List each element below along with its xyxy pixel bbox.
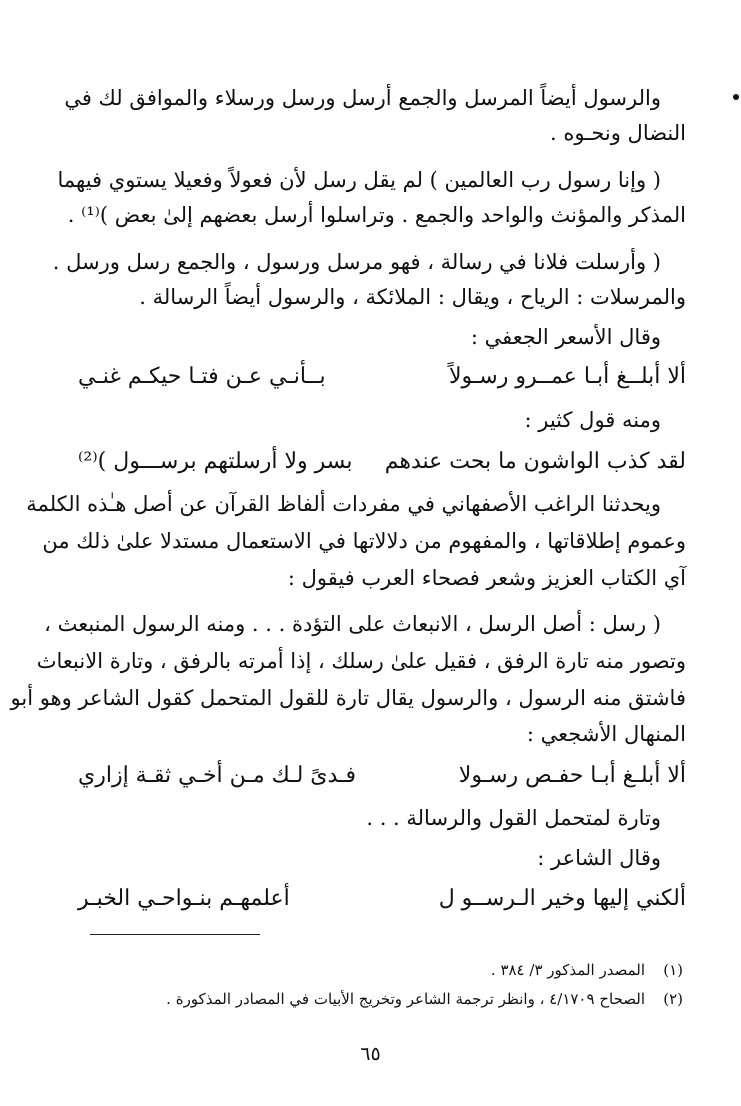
poem-verse xyxy=(78,878,686,920)
footnote-number: (٢) xyxy=(663,990,683,1008)
verse-first-hemistich: ألا أبلــغ أبـا عمــرو رسـولاً xyxy=(448,364,686,389)
text-line: المنهال الأشجعي : xyxy=(526,722,686,746)
poem-verse xyxy=(78,755,686,797)
footnote-separator xyxy=(90,934,260,935)
poem-verse xyxy=(78,441,686,483)
text-line: ( وإنا رسول رب العالمين ) لم يقل رسل لأن فعولاً وفعيلا يستوي فيهما xyxy=(57,168,661,192)
footnote-text: المصدر المذكور ٣/ ٣٨٤ . xyxy=(490,961,645,979)
text-line: وقال الأسعر الجعفي : xyxy=(470,325,661,349)
text-line: وتارة لمتحمل القول والرسالة . . . xyxy=(366,806,661,830)
margin-mark xyxy=(733,94,739,100)
footnote-text: الصحاح ٤/١٧٠٩ ، وانظر ترجمة الشاعر وتخريج الأبيات في المصادر المذكورة . xyxy=(166,990,645,1008)
text-line: والمرسلات : الرياح ، ويقال : الملائكة ، والرسول أيضاً الرسالة . xyxy=(139,285,686,309)
text-line: ومنه قول كثير : xyxy=(524,408,661,432)
text-line: ( رسل : أصل الرسل ، الانبعاث على التؤدة . . . ومنه الرسول المنبعث ، xyxy=(44,612,661,636)
footnote xyxy=(120,985,683,1013)
verse-first-hemistich: ألا أبلـغ أبـا حفـص رسـولا xyxy=(458,763,686,788)
verse-second-hemistich: بسر ولا أرسلتهم برســـول )⁽²⁾ xyxy=(78,449,353,474)
text-line: والرسول أيضاً المرسل والجمع أرسل ورسل ورسلاء والموافق لك في xyxy=(64,86,661,110)
verse-first-hemistich: لقد كذب الواشون ما بحت عندهم xyxy=(384,449,686,474)
verse-second-hemistich: بــأنـي عـن فتـا حيكـم غنـي xyxy=(78,364,326,389)
text-line: فاشتق منه الرسول ، والرسول يقال تارة للقول المتحمل كقول الشاعر وهو أبو xyxy=(10,686,686,710)
text-line: وعموم إطلاقاتها ، والمفهوم من دلالاتها في الاستعمال مستدلا علىٰ ذلك من xyxy=(42,529,686,553)
page-number: ٦٥ xyxy=(360,1043,381,1065)
text-line: ( وأرسلت فلانا في رسالة ، فهو مرسل ورسول ، والجمع رسل ورسل . xyxy=(52,250,661,274)
footnote xyxy=(120,956,683,984)
text-line: ويحدثنا الراغب الأصفهاني في مفردات ألفاظ القرآن عن أصل هـٰذه الكلمة xyxy=(26,492,661,516)
verse-second-hemistich: أعلمهـم بنـواحـي الخبـر xyxy=(78,886,290,911)
verse-first-hemistich: ألكني إليها وخير الـرســو ل xyxy=(438,886,686,911)
text-line: وقال الشاعر : xyxy=(537,846,661,870)
footnote-number: (١) xyxy=(663,961,683,979)
text-line: النضال ونحـوه . xyxy=(549,121,686,145)
poem-verse xyxy=(78,356,686,398)
text-line: وتصور منه تارة الرفق ، فقيل علىٰ رسلك ، إذا أمرته بالرفق ، وتارة الانبعاث xyxy=(36,649,686,673)
text-line: آي الكتاب العزيز وشعر فصحاء العرب فيقول : xyxy=(287,566,686,590)
verse-second-hemistich: فـدىً لـك مـن أخـي ثقـة إزاري xyxy=(78,763,357,788)
text-line: المذكر والمؤنث والواحد والجمع . وتراسلوا أرسل بعضهم إلىٰ بعض )⁽¹⁾ . xyxy=(67,203,686,227)
